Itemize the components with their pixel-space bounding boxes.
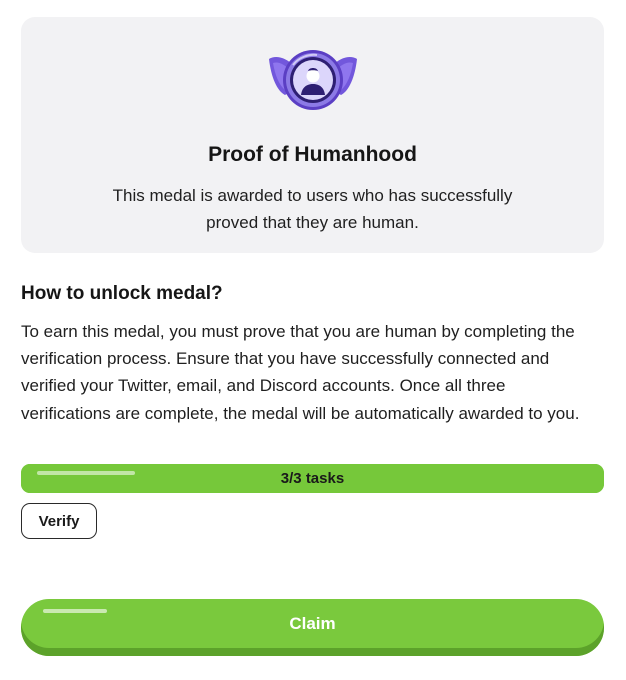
- verify-button[interactable]: Verify: [21, 503, 97, 539]
- task-progress-bar: [21, 464, 604, 493]
- claim-shine: [43, 609, 107, 613]
- claim-button[interactable]: [21, 599, 604, 656]
- unlock-instructions: To earn this medal, you must prove that you are human by completing the verification process. Ensure that you have successfully connected and verified your Twitter, email, and Discord accounts. Once all three verifications are complete, the medal will be automatically awarded to you.: [21, 322, 580, 423]
- medal-description: This medal is awarded to users who has successfully proved that they are human.: [112, 186, 513, 232]
- unlock-heading: How to unlock medal?: [21, 283, 223, 304]
- claim-button-label: Claim: [289, 613, 336, 633]
- medal-card: [21, 17, 604, 253]
- winged-human-badge-icon: [265, 47, 361, 113]
- task-progress-label: 3/3 tasks: [280, 470, 345, 487]
- medal-title: Proof of Humanhood: [208, 143, 417, 166]
